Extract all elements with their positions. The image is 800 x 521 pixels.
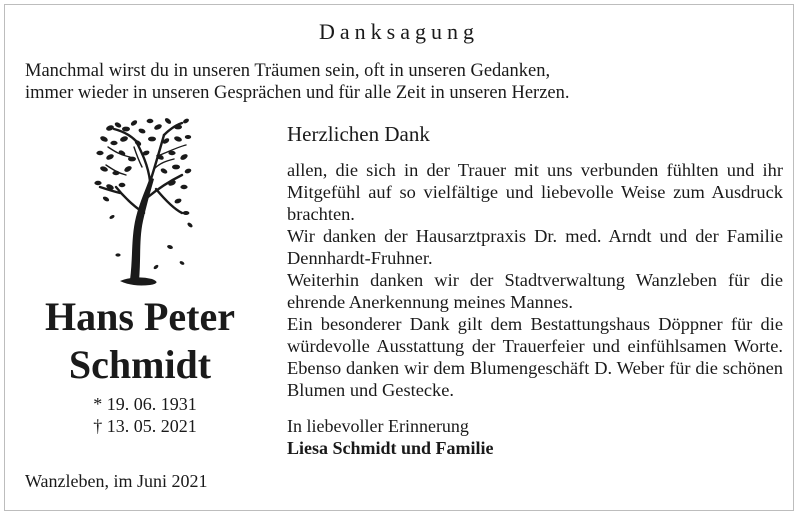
thanks-paragraph: Wir danken der Hausarztpraxis Dr. med. Arndt und der Familie Dennhardt-Fruhner.	[287, 226, 783, 268]
obituary-notice	[4, 4, 794, 511]
life-dates	[65, 393, 225, 437]
closing-line: In liebevoller Erinnerung	[287, 416, 469, 436]
signer-name: Liesa Schmidt und Familie	[287, 438, 494, 458]
tree-icon	[90, 117, 195, 289]
birth-date: * 19. 06. 1931	[93, 394, 197, 414]
closing-block	[287, 415, 783, 459]
thanks-heading: Herzlichen Dank	[287, 122, 430, 146]
thanks-section	[287, 121, 783, 459]
intro-quote	[25, 60, 725, 104]
notice-title: Danksagung	[319, 19, 479, 44]
deceased-name-first: Hans Peter	[45, 294, 235, 339]
thanks-body	[287, 159, 783, 401]
deceased-name-last: Schmidt	[68, 342, 212, 387]
place-and-date: Wanzleben, im Juni 2021	[25, 471, 208, 491]
thanks-paragraph: Weiterhin danken wir der Stadtverwaltung Wanzleben für die ehrende Anerkennung meines Mannes.	[287, 270, 783, 312]
thanks-paragraph: Ein besonderer Dank gilt dem Bestattungshaus Döppner für die würdevolle Ausstattung der Trauerfeier und einfühlsamen Worte. Ebenso danken wir dem Blumengeschäft D. Weber für die schönen Blumen und Gestecke.	[287, 314, 783, 400]
death-date: † 13. 05. 2021	[93, 416, 197, 436]
intro-line: immer wieder in unseren Gesprächen und für alle Zeit in unseren Herzen.	[25, 83, 570, 103]
intro-line: Manchmal wirst du in unseren Träumen sein, oft in unseren Gedanken,	[25, 61, 551, 81]
deceased-name	[15, 293, 265, 389]
thanks-paragraph: allen, die sich in der Trauer mit uns verbunden fühlten und ihr Mitgefühl auf so vielfältige und liebevolle Weise zum Ausdruck brachten.	[287, 160, 783, 224]
